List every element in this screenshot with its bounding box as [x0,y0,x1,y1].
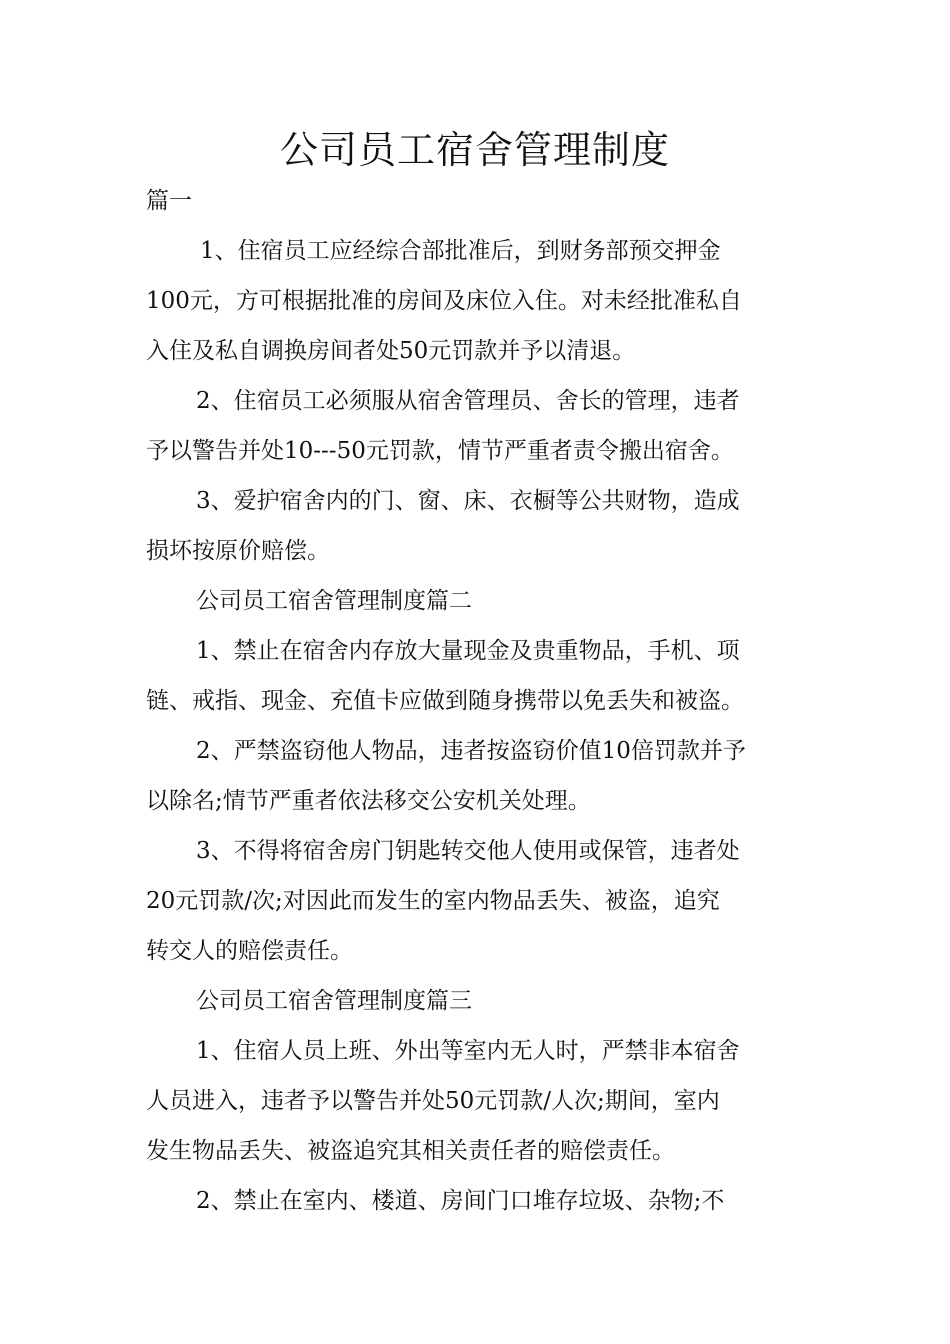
paragraph-line: 2、禁止在室内、楼道、房间门口堆存垃圾、杂物;不 [196,1188,725,1214]
paragraph-line: 以除名;情节严重者依法移交公安机关处理。 [146,788,591,814]
paragraph-line: 人员进入，违者予以警告并处50元罚款/人次;期间，室内 [146,1088,720,1114]
paragraph-line: 1、住宿员工应经综合部批准后，到财务部预交押金 [200,238,721,264]
paragraph-line: 损坏按原价赔偿。 [146,538,330,564]
section-heading: 公司员工宿舍管理制度篇二 [196,588,472,614]
paragraph-line: 2、严禁盗窃他人物品，违者按盗窃价值10倍罚款并予 [196,738,746,764]
paragraph-line: 发生物品丢失、被盗追究其相关责任者的赔偿责任。 [146,1138,675,1164]
paragraph-line: 入住及私自调换房间者处50元罚款并予以清退。 [146,338,636,364]
paragraph-line: 1、禁止在宿舍内存放大量现金及贵重物品，手机、项 [196,638,740,664]
paragraph-line: 予以警告并处10---50元罚款，情节严重者责令搬出宿舍。 [146,438,734,464]
paragraph-line: 1、住宿人员上班、外出等室内无人时，严禁非本宿舍 [196,1038,740,1064]
paragraph-line: 转交人的赔偿责任。 [146,938,353,964]
document-title: 公司员工宿舍管理制度 [279,128,670,172]
paragraph-line: 3、不得将宿舍房门钥匙转交他人使用或保管，违者处 [196,838,740,864]
section-heading: 公司员工宿舍管理制度篇三 [196,988,472,1014]
paragraph-line: 链、戒指、现金、充值卡应做到随身携带以免丢失和被盗。 [146,688,744,714]
document-body [146,176,808,1226]
paragraph-line: 3、爱护宿舍内的门、窗、床、衣橱等公共财物，造成 [196,488,740,514]
paragraph-line: 100元，方可根据批准的房间及床位入住。对未经批准私自 [146,288,742,314]
paragraph-line: 2、住宿员工必须服从宿舍管理员、舍长的管理，违者 [196,388,740,414]
section-heading: 篇一 [146,188,192,214]
paragraph-line: 20元罚款/次;对因此而发生的室内物品丢失、被盗，追究 [146,888,720,914]
